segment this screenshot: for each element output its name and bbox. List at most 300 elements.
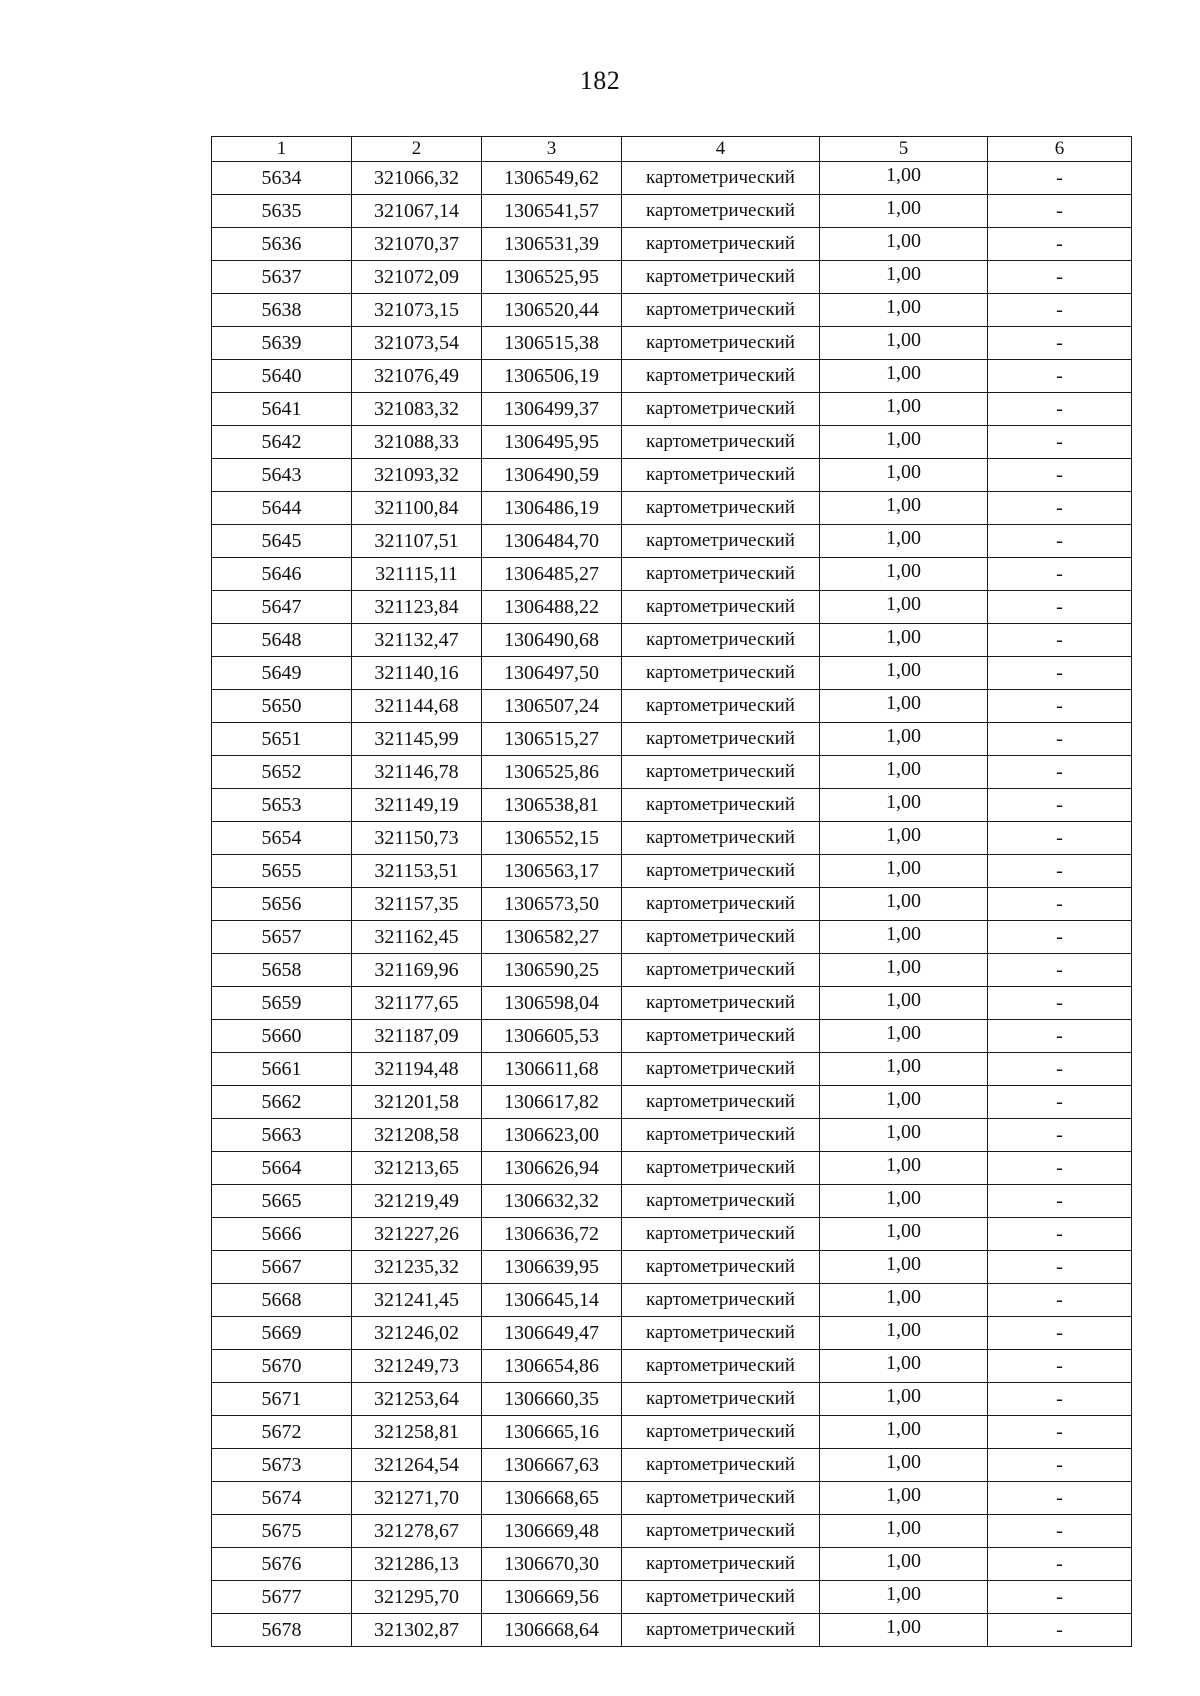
x-coordinate-cell: 321145,99 — [352, 723, 482, 756]
method-cell: картометрический — [622, 1449, 820, 1482]
method-cell: картометрический — [622, 1317, 820, 1350]
point-number-cell: 5642 — [212, 426, 352, 459]
method-cell: картометрический — [622, 228, 820, 261]
accuracy-cell: 1,00 — [820, 393, 988, 426]
table-row — [212, 525, 1132, 558]
note-cell: - — [988, 855, 1132, 888]
column-header-1: 1 — [212, 137, 352, 162]
header-row — [212, 137, 1132, 162]
point-number-cell: 5677 — [212, 1581, 352, 1614]
accuracy-cell: 1,00 — [820, 426, 988, 459]
y-coordinate-cell: 1306507,24 — [482, 690, 622, 723]
method-cell: картометрический — [622, 1119, 820, 1152]
point-number-cell: 5675 — [212, 1515, 352, 1548]
y-coordinate-cell: 1306632,32 — [482, 1185, 622, 1218]
accuracy-cell: 1,00 — [820, 723, 988, 756]
point-number-cell: 5655 — [212, 855, 352, 888]
y-coordinate-cell: 1306515,38 — [482, 327, 622, 360]
accuracy-cell: 1,00 — [820, 525, 988, 558]
point-number-cell: 5657 — [212, 921, 352, 954]
accuracy-cell: 1,00 — [820, 261, 988, 294]
point-number-cell: 5659 — [212, 987, 352, 1020]
accuracy-cell: 1,00 — [820, 591, 988, 624]
accuracy-cell: 1,00 — [820, 987, 988, 1020]
method-cell: картометрический — [622, 888, 820, 921]
method-cell: картометрический — [622, 1482, 820, 1515]
y-coordinate-cell: 1306669,48 — [482, 1515, 622, 1548]
note-cell: - — [988, 1383, 1132, 1416]
y-coordinate-cell: 1306563,17 — [482, 855, 622, 888]
note-cell: - — [988, 591, 1132, 624]
x-coordinate-cell: 321235,32 — [352, 1251, 482, 1284]
y-coordinate-cell: 1306667,63 — [482, 1449, 622, 1482]
method-cell: картометрический — [622, 459, 820, 492]
point-number-cell: 5649 — [212, 657, 352, 690]
method-cell: картометрический — [622, 393, 820, 426]
table-row — [212, 624, 1132, 657]
note-cell: - — [988, 492, 1132, 525]
accuracy-cell: 1,00 — [820, 1350, 988, 1383]
y-coordinate-cell: 1306484,70 — [482, 525, 622, 558]
x-coordinate-cell: 321219,49 — [352, 1185, 482, 1218]
y-coordinate-cell: 1306486,19 — [482, 492, 622, 525]
method-cell: картометрический — [622, 492, 820, 525]
table-row — [212, 591, 1132, 624]
method-cell: картометрический — [622, 195, 820, 228]
point-number-cell: 5654 — [212, 822, 352, 855]
table-row — [212, 459, 1132, 492]
method-cell: картометрический — [622, 756, 820, 789]
y-coordinate-cell: 1306611,68 — [482, 1053, 622, 1086]
accuracy-cell: 1,00 — [820, 921, 988, 954]
x-coordinate-cell: 321177,65 — [352, 987, 482, 1020]
note-cell: - — [988, 1614, 1132, 1647]
method-cell: картометрический — [622, 1185, 820, 1218]
table-row — [212, 855, 1132, 888]
x-coordinate-cell: 321088,33 — [352, 426, 482, 459]
table-row — [212, 921, 1132, 954]
method-cell: картометрический — [622, 1284, 820, 1317]
accuracy-cell: 1,00 — [820, 822, 988, 855]
note-cell: - — [988, 261, 1132, 294]
note-cell: - — [988, 1251, 1132, 1284]
accuracy-cell: 1,00 — [820, 1581, 988, 1614]
method-cell: картометрический — [622, 360, 820, 393]
accuracy-cell: 1,00 — [820, 1449, 988, 1482]
point-number-cell: 5639 — [212, 327, 352, 360]
table-row — [212, 1218, 1132, 1251]
note-cell: - — [988, 723, 1132, 756]
table-row — [212, 1119, 1132, 1152]
point-number-cell: 5636 — [212, 228, 352, 261]
y-coordinate-cell: 1306623,00 — [482, 1119, 622, 1152]
x-coordinate-cell: 321149,19 — [352, 789, 482, 822]
point-number-cell: 5665 — [212, 1185, 352, 1218]
x-coordinate-cell: 321169,96 — [352, 954, 482, 987]
table-row — [212, 195, 1132, 228]
y-coordinate-cell: 1306649,47 — [482, 1317, 622, 1350]
y-coordinate-cell: 1306549,62 — [482, 162, 622, 195]
point-number-cell: 5644 — [212, 492, 352, 525]
accuracy-cell: 1,00 — [820, 1614, 988, 1647]
table-row — [212, 1614, 1132, 1647]
method-cell: картометрический — [622, 822, 820, 855]
note-cell: - — [988, 195, 1132, 228]
y-coordinate-cell: 1306660,35 — [482, 1383, 622, 1416]
x-coordinate-cell: 321302,87 — [352, 1614, 482, 1647]
method-cell: картометрический — [622, 1020, 820, 1053]
table-row — [212, 888, 1132, 921]
accuracy-cell: 1,00 — [820, 195, 988, 228]
point-number-cell: 5669 — [212, 1317, 352, 1350]
x-coordinate-cell: 321070,37 — [352, 228, 482, 261]
accuracy-cell: 1,00 — [820, 1284, 988, 1317]
method-cell: картометрический — [622, 558, 820, 591]
accuracy-cell: 1,00 — [820, 1185, 988, 1218]
y-coordinate-cell: 1306495,95 — [482, 426, 622, 459]
accuracy-cell: 1,00 — [820, 459, 988, 492]
accuracy-cell: 1,00 — [820, 1152, 988, 1185]
table-row — [212, 1515, 1132, 1548]
point-number-cell: 5674 — [212, 1482, 352, 1515]
table-row — [212, 294, 1132, 327]
method-cell: картометрический — [622, 1218, 820, 1251]
accuracy-cell: 1,00 — [820, 1515, 988, 1548]
table-header — [212, 137, 1132, 162]
note-cell: - — [988, 888, 1132, 921]
table-row — [212, 1350, 1132, 1383]
accuracy-cell: 1,00 — [820, 228, 988, 261]
point-number-cell: 5643 — [212, 459, 352, 492]
method-cell: картометрический — [622, 1515, 820, 1548]
method-cell: картометрический — [622, 1086, 820, 1119]
column-header-2: 2 — [352, 137, 482, 162]
note-cell: - — [988, 1581, 1132, 1614]
table-row — [212, 1020, 1132, 1053]
accuracy-cell: 1,00 — [820, 1119, 988, 1152]
x-coordinate-cell: 321264,54 — [352, 1449, 482, 1482]
accuracy-cell: 1,00 — [820, 1416, 988, 1449]
x-coordinate-cell: 321253,64 — [352, 1383, 482, 1416]
x-coordinate-cell: 321107,51 — [352, 525, 482, 558]
accuracy-cell: 1,00 — [820, 558, 988, 591]
table-row — [212, 1581, 1132, 1614]
note-cell: - — [988, 558, 1132, 591]
x-coordinate-cell: 321227,26 — [352, 1218, 482, 1251]
y-coordinate-cell: 1306515,27 — [482, 723, 622, 756]
note-cell: - — [988, 1515, 1132, 1548]
note-cell: - — [988, 1020, 1132, 1053]
note-cell: - — [988, 690, 1132, 723]
point-number-cell: 5660 — [212, 1020, 352, 1053]
method-cell: картометрический — [622, 1350, 820, 1383]
column-header-4: 4 — [622, 137, 820, 162]
x-coordinate-cell: 321271,70 — [352, 1482, 482, 1515]
point-number-cell: 5648 — [212, 624, 352, 657]
y-coordinate-cell: 1306590,25 — [482, 954, 622, 987]
x-coordinate-cell: 321258,81 — [352, 1416, 482, 1449]
table-row — [212, 360, 1132, 393]
note-cell: - — [988, 459, 1132, 492]
point-number-cell: 5647 — [212, 591, 352, 624]
point-number-cell: 5646 — [212, 558, 352, 591]
y-coordinate-cell: 1306626,94 — [482, 1152, 622, 1185]
note-cell: - — [988, 657, 1132, 690]
x-coordinate-cell: 321153,51 — [352, 855, 482, 888]
note-cell: - — [988, 1482, 1132, 1515]
note-cell: - — [988, 327, 1132, 360]
method-cell: картометрический — [622, 723, 820, 756]
y-coordinate-cell: 1306520,44 — [482, 294, 622, 327]
x-coordinate-cell: 321208,58 — [352, 1119, 482, 1152]
table-row — [212, 822, 1132, 855]
y-coordinate-cell: 1306499,37 — [482, 393, 622, 426]
table-row — [212, 558, 1132, 591]
table-row — [212, 1284, 1132, 1317]
accuracy-cell: 1,00 — [820, 1020, 988, 1053]
method-cell: картометрический — [622, 1383, 820, 1416]
column-header-5: 5 — [820, 137, 988, 162]
accuracy-cell: 1,00 — [820, 327, 988, 360]
column-header-6: 6 — [988, 137, 1132, 162]
x-coordinate-cell: 321140,16 — [352, 657, 482, 690]
accuracy-cell: 1,00 — [820, 1086, 988, 1119]
accuracy-cell: 1,00 — [820, 294, 988, 327]
table-row — [212, 1482, 1132, 1515]
note-cell: - — [988, 525, 1132, 558]
note-cell: - — [988, 624, 1132, 657]
x-coordinate-cell: 321278,67 — [352, 1515, 482, 1548]
note-cell: - — [988, 1449, 1132, 1482]
x-coordinate-cell: 321093,32 — [352, 459, 482, 492]
x-coordinate-cell: 321073,54 — [352, 327, 482, 360]
accuracy-cell: 1,00 — [820, 1548, 988, 1581]
y-coordinate-cell: 1306665,16 — [482, 1416, 622, 1449]
x-coordinate-cell: 321162,45 — [352, 921, 482, 954]
table-row — [212, 393, 1132, 426]
point-number-cell: 5641 — [212, 393, 352, 426]
x-coordinate-cell: 321201,58 — [352, 1086, 482, 1119]
method-cell: картометрический — [622, 525, 820, 558]
y-coordinate-cell: 1306573,50 — [482, 888, 622, 921]
x-coordinate-cell: 321100,84 — [352, 492, 482, 525]
table-row — [212, 1251, 1132, 1284]
y-coordinate-cell: 1306582,27 — [482, 921, 622, 954]
note-cell: - — [988, 987, 1132, 1020]
point-number-cell: 5672 — [212, 1416, 352, 1449]
y-coordinate-cell: 1306490,59 — [482, 459, 622, 492]
point-number-cell: 5635 — [212, 195, 352, 228]
accuracy-cell: 1,00 — [820, 789, 988, 822]
accuracy-cell: 1,00 — [820, 1482, 988, 1515]
accuracy-cell: 1,00 — [820, 492, 988, 525]
x-coordinate-cell: 321123,84 — [352, 591, 482, 624]
table-row — [212, 954, 1132, 987]
method-cell: картометрический — [622, 1581, 820, 1614]
method-cell: картометрический — [622, 624, 820, 657]
table-row — [212, 327, 1132, 360]
y-coordinate-cell: 1306541,57 — [482, 195, 622, 228]
accuracy-cell: 1,00 — [820, 888, 988, 921]
y-coordinate-cell: 1306654,86 — [482, 1350, 622, 1383]
y-coordinate-cell: 1306645,14 — [482, 1284, 622, 1317]
note-cell: - — [988, 228, 1132, 261]
table-row — [212, 1449, 1132, 1482]
table-row — [212, 987, 1132, 1020]
note-cell: - — [988, 1218, 1132, 1251]
table-row — [212, 1548, 1132, 1581]
table-row — [212, 1383, 1132, 1416]
method-cell: картометрический — [622, 426, 820, 459]
point-number-cell: 5667 — [212, 1251, 352, 1284]
x-coordinate-cell: 321157,35 — [352, 888, 482, 921]
point-number-cell: 5658 — [212, 954, 352, 987]
table-row — [212, 657, 1132, 690]
method-cell: картометрический — [622, 954, 820, 987]
y-coordinate-cell: 1306669,56 — [482, 1581, 622, 1614]
x-coordinate-cell: 321150,73 — [352, 822, 482, 855]
x-coordinate-cell: 321073,15 — [352, 294, 482, 327]
x-coordinate-cell: 321194,48 — [352, 1053, 482, 1086]
accuracy-cell: 1,00 — [820, 1218, 988, 1251]
point-number-cell: 5640 — [212, 360, 352, 393]
point-number-cell: 5652 — [212, 756, 352, 789]
table-row — [212, 756, 1132, 789]
table-row — [212, 1185, 1132, 1218]
point-number-cell: 5637 — [212, 261, 352, 294]
x-coordinate-cell: 321146,78 — [352, 756, 482, 789]
accuracy-cell: 1,00 — [820, 1317, 988, 1350]
point-number-cell: 5661 — [212, 1053, 352, 1086]
x-coordinate-cell: 321132,47 — [352, 624, 482, 657]
accuracy-cell: 1,00 — [820, 624, 988, 657]
y-coordinate-cell: 1306639,95 — [482, 1251, 622, 1284]
accuracy-cell: 1,00 — [820, 162, 988, 195]
note-cell: - — [988, 426, 1132, 459]
point-number-cell: 5650 — [212, 690, 352, 723]
method-cell: картометрический — [622, 1251, 820, 1284]
accuracy-cell: 1,00 — [820, 1053, 988, 1086]
y-coordinate-cell: 1306538,81 — [482, 789, 622, 822]
x-coordinate-cell: 321187,09 — [352, 1020, 482, 1053]
table-row — [212, 1086, 1132, 1119]
page-number: 182 — [579, 66, 621, 95]
x-coordinate-cell: 321076,49 — [352, 360, 482, 393]
y-coordinate-cell: 1306525,95 — [482, 261, 622, 294]
y-coordinate-cell: 1306506,19 — [482, 360, 622, 393]
y-coordinate-cell: 1306670,30 — [482, 1548, 622, 1581]
note-cell: - — [988, 360, 1132, 393]
method-cell: картометрический — [622, 162, 820, 195]
y-coordinate-cell: 1306636,72 — [482, 1218, 622, 1251]
note-cell: - — [988, 294, 1132, 327]
table-row — [212, 1416, 1132, 1449]
note-cell: - — [988, 1119, 1132, 1152]
y-coordinate-cell: 1306497,50 — [482, 657, 622, 690]
accuracy-cell: 1,00 — [820, 690, 988, 723]
method-cell: картометрический — [622, 327, 820, 360]
method-cell: картометрический — [622, 1548, 820, 1581]
table-row — [212, 1317, 1132, 1350]
note-cell: - — [988, 1350, 1132, 1383]
coordinates-table — [211, 136, 1132, 1647]
method-cell: картометрический — [622, 261, 820, 294]
table-row — [212, 789, 1132, 822]
note-cell: - — [988, 1284, 1132, 1317]
y-coordinate-cell: 1306668,65 — [482, 1482, 622, 1515]
x-coordinate-cell: 321213,65 — [352, 1152, 482, 1185]
table-row — [212, 261, 1132, 294]
point-number-cell: 5662 — [212, 1086, 352, 1119]
table-row — [212, 426, 1132, 459]
method-cell: картометрический — [622, 789, 820, 822]
method-cell: картометрический — [622, 855, 820, 888]
x-coordinate-cell: 321246,02 — [352, 1317, 482, 1350]
y-coordinate-cell: 1306488,22 — [482, 591, 622, 624]
table-row — [212, 1053, 1132, 1086]
accuracy-cell: 1,00 — [820, 657, 988, 690]
table-row — [212, 1152, 1132, 1185]
note-cell: - — [988, 789, 1132, 822]
y-coordinate-cell: 1306552,15 — [482, 822, 622, 855]
column-header-3: 3 — [482, 137, 622, 162]
note-cell: - — [988, 393, 1132, 426]
point-number-cell: 5670 — [212, 1350, 352, 1383]
accuracy-cell: 1,00 — [820, 756, 988, 789]
accuracy-cell: 1,00 — [820, 1251, 988, 1284]
method-cell: картометрический — [622, 591, 820, 624]
method-cell: картометрический — [622, 921, 820, 954]
point-number-cell: 5676 — [212, 1548, 352, 1581]
point-number-cell: 5673 — [212, 1449, 352, 1482]
x-coordinate-cell: 321144,68 — [352, 690, 482, 723]
point-number-cell: 5668 — [212, 1284, 352, 1317]
note-cell: - — [988, 954, 1132, 987]
point-number-cell: 5678 — [212, 1614, 352, 1647]
note-cell: - — [988, 822, 1132, 855]
table-row — [212, 162, 1132, 195]
table-row — [212, 492, 1132, 525]
note-cell: - — [988, 1548, 1132, 1581]
note-cell: - — [988, 921, 1132, 954]
accuracy-cell: 1,00 — [820, 360, 988, 393]
note-cell: - — [988, 1152, 1132, 1185]
y-coordinate-cell: 1306485,27 — [482, 558, 622, 591]
point-number-cell: 5656 — [212, 888, 352, 921]
table-row — [212, 723, 1132, 756]
x-coordinate-cell: 321249,73 — [352, 1350, 482, 1383]
note-cell: - — [988, 1185, 1132, 1218]
accuracy-cell: 1,00 — [820, 1383, 988, 1416]
accuracy-cell: 1,00 — [820, 855, 988, 888]
x-coordinate-cell: 321286,13 — [352, 1548, 482, 1581]
x-coordinate-cell: 321115,11 — [352, 558, 482, 591]
note-cell: - — [988, 162, 1132, 195]
y-coordinate-cell: 1306598,04 — [482, 987, 622, 1020]
table-row — [212, 228, 1132, 261]
y-coordinate-cell: 1306490,68 — [482, 624, 622, 657]
x-coordinate-cell: 321067,14 — [352, 195, 482, 228]
table-row — [212, 690, 1132, 723]
y-coordinate-cell: 1306617,82 — [482, 1086, 622, 1119]
point-number-cell: 5663 — [212, 1119, 352, 1152]
method-cell: картометрический — [622, 1053, 820, 1086]
x-coordinate-cell: 321295,70 — [352, 1581, 482, 1614]
note-cell: - — [988, 1053, 1132, 1086]
point-number-cell: 5671 — [212, 1383, 352, 1416]
x-coordinate-cell: 321066,32 — [352, 162, 482, 195]
method-cell: картометрический — [622, 987, 820, 1020]
